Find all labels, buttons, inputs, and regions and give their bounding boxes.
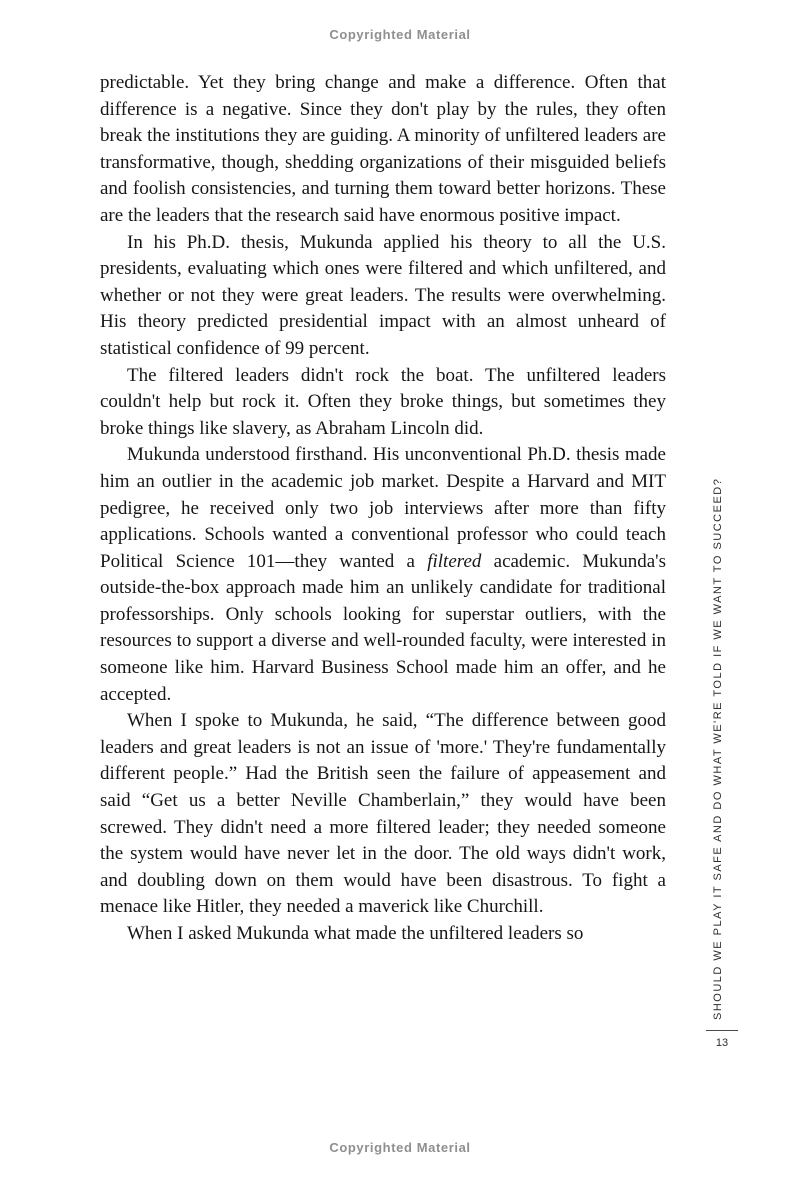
- page-number: [706, 1030, 738, 1049]
- paragraph: [100, 921, 666, 948]
- paragraph: [100, 708, 666, 921]
- body-text: [100, 70, 666, 948]
- paragraph-segment: predictable. Yet they bring change and make a difference. Often that difference is a negative. Since they don't play by the rules, they often break the institutions they are guiding. A minority of unfiltered leaders are transformative, though, shedding organizations of their misguided beliefs and foolish consistencies, and turning them toward better horizons. These are the leaders that the research said have enormous positive impact.: [100, 72, 666, 226]
- chapter-title-vertical: SHOULD WE PLAY IT SAFE AND DO WHAT WE'RE TOLD IF WE WANT TO SUCCEED?: [712, 477, 724, 1020]
- paragraph: [100, 363, 666, 443]
- paragraph-segment: The filtered leaders didn't rock the boat. The unfiltered leaders couldn't help but rock it. Often they broke things, but sometimes they broke things like slavery, as Abraham Lincoln did.: [100, 364, 666, 439]
- copyright-notice-top: Copyrighted Material: [329, 27, 471, 42]
- paragraph-segment: When I spoke to Mukunda, he said, “The difference between good leaders and great leaders is not an issue of 'more.' They're fundamentally different people.” Had the British seen the failure of appeasement and said “Get us a better Neville Chamberlain,” they would have been screwed. They didn't need a more filtered leader; they needed someone the system would have never let in the door. The old ways didn't work, and doubling down on them would have been disastrous. To fight a menace like Hitler, they needed a maverick like Churchill.: [100, 710, 666, 918]
- page-number-value: 13: [715, 1037, 729, 1049]
- copyright-notice-bottom: Copyrighted Material: [329, 1140, 471, 1155]
- paragraph-segment: When I asked Mukunda what made the unfiltered leaders so: [127, 923, 584, 944]
- paragraph-segment: In his Ph.D. thesis, Mukunda applied his theory to all the U.S. presidents, evaluating which ones were filtered and which unfiltered, and whether or not they were great leaders. The results were overwhelming. His theory predicted presidential impact with an almost unheard of statistical confidence of 99 percent.: [100, 231, 666, 359]
- paragraph-segment: academic. Mukunda's outside-the-box approach made him an unlikely candidate for traditional professorships. Only schools looking for superstar outliers, with the resources to support a diverse and well-rounded faculty, were interested in someone like him. Harvard Business School made him an offer, and he accepted.: [100, 550, 667, 705]
- paragraph-segment-italic: filtered: [427, 550, 482, 572]
- paragraph: [100, 442, 666, 708]
- paragraph: [100, 70, 666, 230]
- paragraph: [100, 230, 666, 363]
- paragraph-segment: Mukunda understood firsthand. His unconventional Ph.D. thesis made him an outlier in the academic job market. Despite a Harvard and MIT pedigree, he received only two job interviews after more than fifty applications. Schools wanted a conventional professor who could teach Political Science 101—they wanted a: [100, 444, 666, 572]
- page-number-rule: [706, 1030, 738, 1031]
